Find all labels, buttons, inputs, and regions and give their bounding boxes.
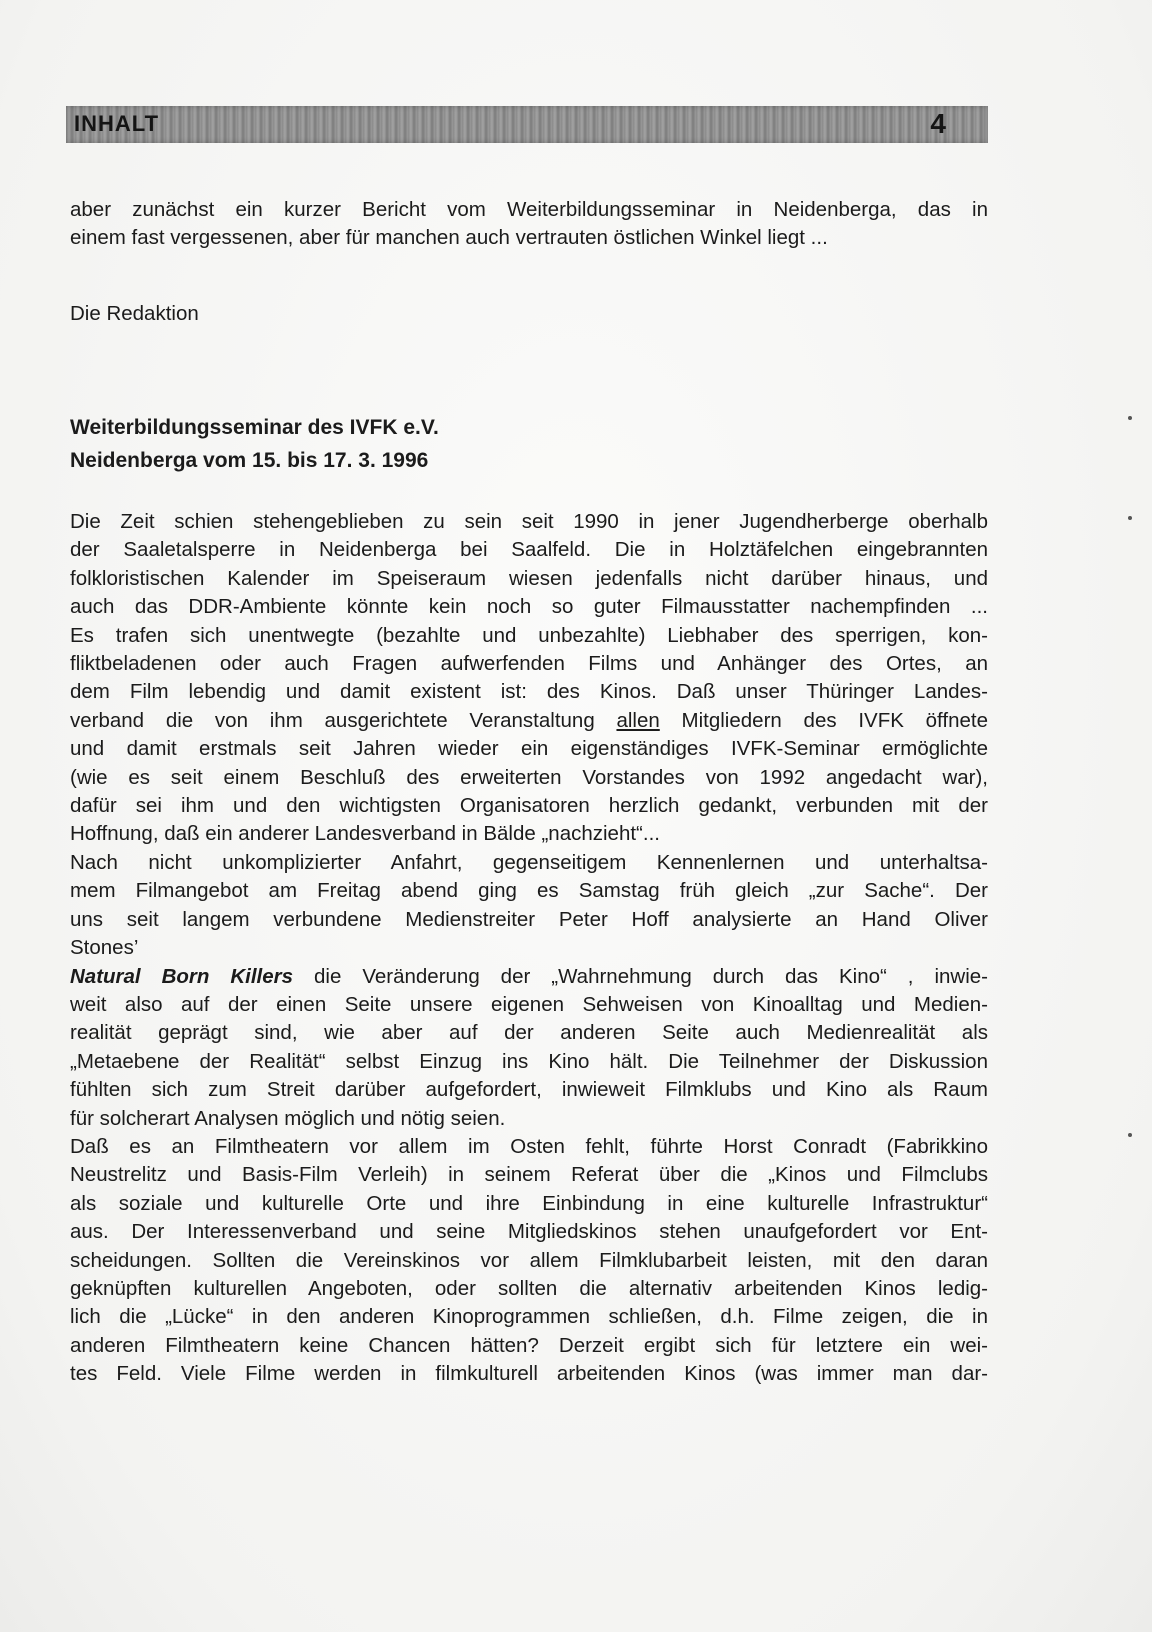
- body-line: (wie es seit einem Beschluß des erweiterten Vorstandes von 1992 angedacht war),: [70, 765, 988, 789]
- intro-line: einem fast vergessenen, aber für manchen auch vertrauten östlichen Winkel liegt ...: [70, 226, 828, 250]
- body-line: Die Zeit schien stehengeblieben zu sein seit 1990 in jener Jugendherberge oberhalb: [70, 510, 988, 533]
- section-header-bar: [66, 106, 988, 143]
- body-line: auch das DDR-Ambiente könnte kein noch so guter Filmausstatter nachempfinden ...: [70, 595, 988, 619]
- article-body: [70, 508, 988, 1389]
- body-line: Nach nicht unkomplizierter Anfahrt, gegenseitigem Kennenlernen und unterhaltsa-: [70, 850, 988, 874]
- body-line: als soziale und kulturelle Orte und ihre Einbindung in eine kulturelle Infrastruktur“: [70, 1191, 988, 1215]
- film-title: Natural Born Killers: [70, 964, 294, 988]
- body-line: fliktbeladenen oder auch Fragen aufwerfenden Films und Anhänger des Ortes, an: [70, 652, 988, 676]
- body-line: [70, 963, 988, 991]
- body-line: der Saaletalsperre in Neidenberga bei Saalfeld. Die in Holztäfelchen eingebrannten: [70, 538, 988, 562]
- body-line: Stones’: [70, 936, 139, 960]
- underlined-word: allen: [616, 708, 660, 732]
- scan-speck: [1128, 416, 1132, 420]
- body-line: tes Feld. Viele Filme werden in filmkulturell arbeitenden Kinos (was immer man dar-: [70, 1362, 988, 1386]
- body-line: [70, 707, 988, 735]
- body-line: Hoffnung, daß ein anderer Landesverband in Bälde „nachzieht“...: [70, 822, 660, 846]
- body-line: scheidungen. Sollten die Vereinskinos vor allem Filmklubarbeit leisten, mit den daran: [70, 1248, 988, 1272]
- body-line: weit also auf der einen Seite unsere eigenen Sehweisen von Kinoalltag und Medien-: [70, 992, 988, 1016]
- scan-speck: [1128, 1133, 1132, 1137]
- editorial-signature: Die Redaktion: [70, 302, 199, 325]
- body-line: realität geprägt sind, wie aber auf der anderen Seite auch Medienrealität als: [70, 1021, 988, 1045]
- body-text: verband die von ihm ausgerichtete Veranstaltung: [70, 708, 617, 732]
- body-line: dafür sei ihm und den wichtigsten Organisatoren herzlich gedankt, verbunden mit der: [70, 794, 988, 818]
- article-title: Weiterbildungsseminar des IVFK e.V.: [70, 416, 439, 439]
- body-line: aus. Der Interessenverband und seine Mitgliedskinos stehen unaufgefordert vor Ent-: [70, 1220, 988, 1244]
- body-line: und damit erstmals seit Jahren wieder ein eigenständiges IVFK-Seminar ermöglichte: [70, 737, 988, 761]
- section-title: INHALT: [74, 111, 160, 136]
- scan-speck: [1128, 516, 1132, 520]
- body-line: „Metaebene der Realität“ selbst Einzug ins Kino hält. Die Teilnehmer der Diskussion: [70, 1049, 988, 1073]
- body-line: Daß es an Filmtheatern vor allem im Osten fehlt, führte Horst Conradt (Fabrikkino: [70, 1134, 988, 1158]
- intro-paragraph: [70, 196, 988, 253]
- intro-line: aber zunächst ein kurzer Bericht vom Weiterbildungsseminar in Neidenberga, das in: [70, 198, 988, 221]
- body-line: mem Filmangebot am Freitag abend ging es Samstag früh gleich „zur Sache“. Der: [70, 879, 988, 903]
- body-text: Mitgliedern des IVFK öffnete: [659, 708, 988, 732]
- body-line: für solcherart Analysen möglich und nötig seien.: [70, 1106, 506, 1130]
- body-text: die Veränderung der „Wahrnehmung durch das Kino“ , inwie-: [293, 964, 988, 988]
- body-line: Es trafen sich unentwegte (bezahlte und unbezahlte) Liebhaber des sperrigen, kon-: [70, 623, 988, 647]
- body-line: geknüpften kulturellen Angeboten, oder sollten die alternativ arbeitenden Kinos ledig-: [70, 1276, 988, 1300]
- body-line: Neustrelitz und Basis-Film Verleih) in seinem Referat über die „Kinos und Filmclubs: [70, 1163, 988, 1187]
- body-line: fühlten sich zum Streit darüber aufgefordert, inwieweit Filmklubs und Kino als Raum: [70, 1078, 988, 1102]
- body-line: anderen Filmtheatern keine Chancen hätten? Derzeit ergibt sich für letztere ein wei-: [70, 1333, 988, 1357]
- body-line: dem Film lebendig und damit existent ist: des Kinos. Daß unser Thüringer Landes-: [70, 680, 988, 704]
- page-number: 4: [930, 108, 946, 139]
- body-line: folkloristischen Kalender im Speiseraum wiesen jedenfalls nicht darüber hinaus, und: [70, 566, 988, 590]
- body-line: uns seit langem verbundene Medienstreiter Peter Hoff analysierte an Hand Oliver: [70, 907, 988, 931]
- body-line: lich die „Lücke“ in den anderen Kinoprogrammen schließen, d.h. Filme zeigen, die in: [70, 1305, 988, 1329]
- article-subtitle: Neidenberga vom 15. bis 17. 3. 1996: [70, 449, 429, 472]
